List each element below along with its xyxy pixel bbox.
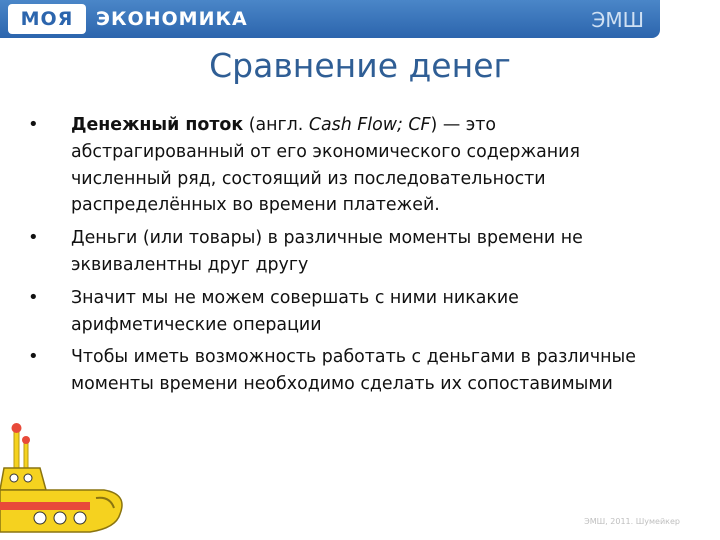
brand-emsh: ЭМШ xyxy=(591,8,644,32)
bullet-marker: • xyxy=(28,227,39,249)
bullet-text: Чтобы иметь возможность работать с деньгами в различные моменты времени необходимо сделать их сопоставимыми xyxy=(71,347,636,395)
bullet-text: Значит мы не можем совершать с ними никакие арифметические операции xyxy=(71,287,519,335)
bullet-marker: • xyxy=(28,286,39,308)
bullet-text: Деньги (или товары) в различные моменты времени не эквивалентны друг другу xyxy=(71,228,583,275)
bullet-list xyxy=(28,112,668,404)
logo-moya: МОЯ xyxy=(8,4,86,34)
bullet-item xyxy=(28,112,668,219)
term-cash-flow: Денежный поток xyxy=(71,115,244,135)
bullet-item xyxy=(28,285,668,339)
yellow-submarine-icon xyxy=(0,418,160,540)
bullet-item xyxy=(28,225,668,279)
footer-note: ЭМШ, 2011. Шумейкер xyxy=(584,517,680,526)
slide-title: Сравнение денег xyxy=(209,46,511,85)
bullet-marker: • xyxy=(28,346,39,368)
term-english: Cash Flow; CF xyxy=(308,115,431,135)
bullet-text-part: ) — это абстрагированный от его экономического содержания численный ряд, состоящий из последовательности распределённых во времени платежей. xyxy=(71,115,580,216)
bullet-item xyxy=(28,344,668,398)
bullet-marker: • xyxy=(28,114,39,135)
bullet-text-part: (англ. xyxy=(243,115,309,135)
logo-economics: ЭКОНОМИКА xyxy=(96,8,248,30)
header-bar xyxy=(0,0,660,38)
